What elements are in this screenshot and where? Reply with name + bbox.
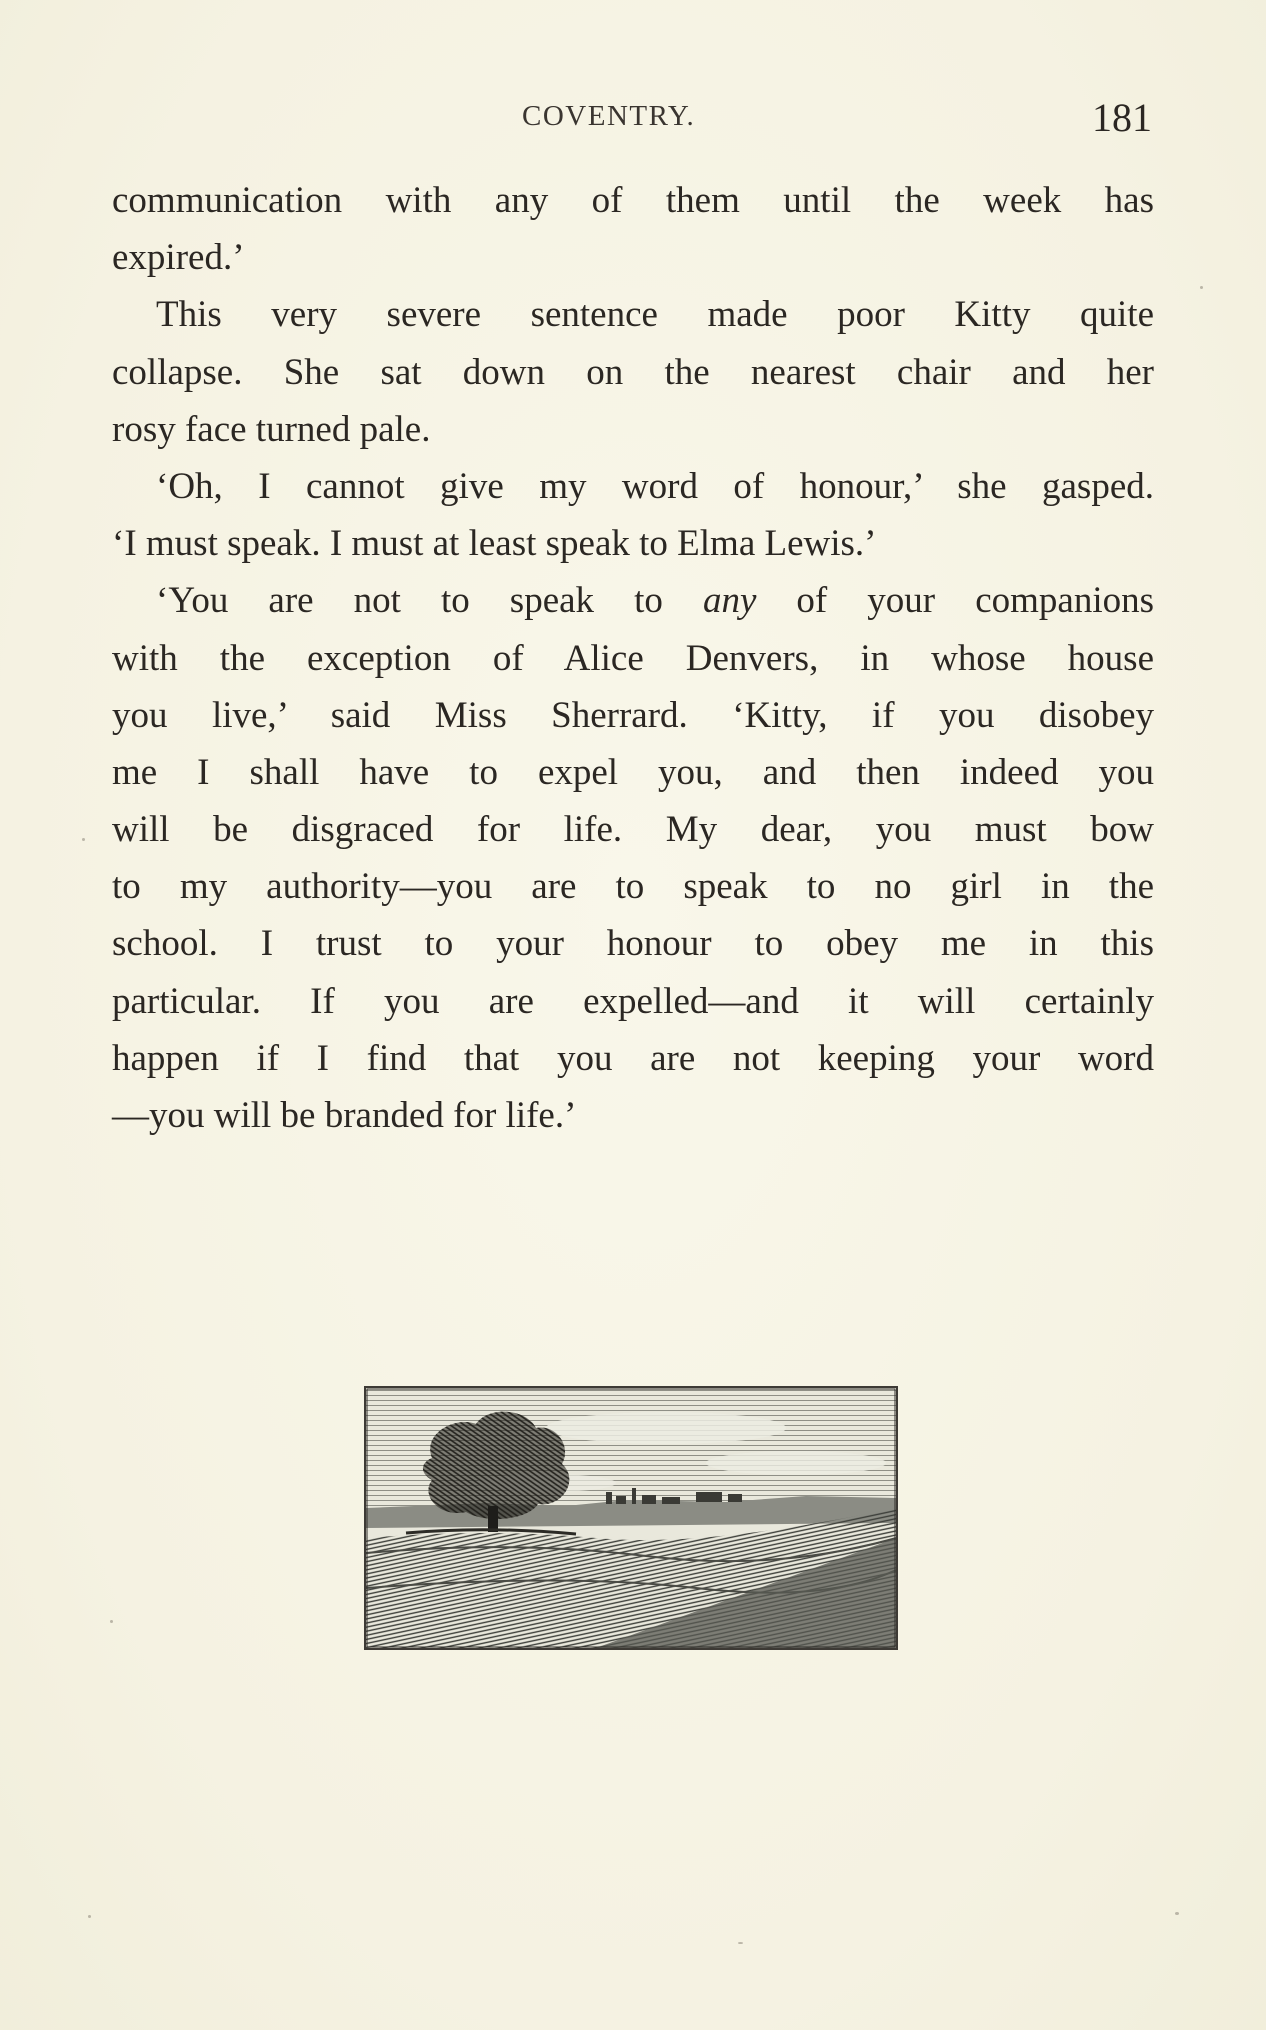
text-line: communication with any of them until the week has (112, 180, 1154, 221)
text-line: to my authority—you are to speak to no girl in the (112, 866, 1154, 908)
text-line: This very severe sentence made poor Kitty quite (156, 294, 1154, 336)
text-line: you live,’ said Miss Sherrard. ‘Kitty, if you disobey (112, 694, 1154, 736)
paper-speck (738, 1942, 743, 1944)
paper-speck (110, 1620, 113, 1623)
emphasized-word: any (702, 580, 757, 622)
text-run: of your companions (756, 580, 1154, 622)
body-text (112, 176, 1154, 1148)
text-line: expired.’ (112, 237, 245, 279)
text-line (112, 576, 1154, 633)
landscape-engraving (366, 1388, 896, 1648)
text-line: ‘I must speak. I must at least speak to Elma Lewis.’ (112, 523, 877, 565)
text-line: me I shall have to expel you, and then indeed you (112, 751, 1154, 793)
paper-speck (1200, 286, 1203, 289)
text-line: school. I trust to your honour to obey me in this (112, 923, 1154, 965)
page-number: 181 (1092, 95, 1152, 140)
landscape-illustration (364, 1386, 898, 1650)
running-head (112, 95, 1152, 140)
running-title: COVENTRY. (522, 100, 696, 132)
text-line: happen if I find that you are not keeping your word (112, 1037, 1154, 1079)
paper-speck (82, 838, 85, 841)
text-line: rosy face turned pale. (112, 408, 431, 450)
text-line: with the exception of Alice Denvers, in whose house (112, 637, 1154, 679)
paper-speck (1175, 1912, 1179, 1915)
text-line: —you will be branded for life.’ (112, 1095, 577, 1136)
text-line: collapse. She sat down on the nearest chair and her (112, 351, 1154, 393)
text-line: particular. If you are expelled—and it will certainly (112, 980, 1154, 1022)
text-line: ‘Oh, I cannot give my word of honour,’ she gasped. (156, 465, 1154, 507)
text-run: ‘You are not to speak to (156, 580, 703, 622)
text-line: will be disgraced for life. My dear, you must bow (112, 809, 1154, 851)
paper-speck (88, 1915, 91, 1918)
